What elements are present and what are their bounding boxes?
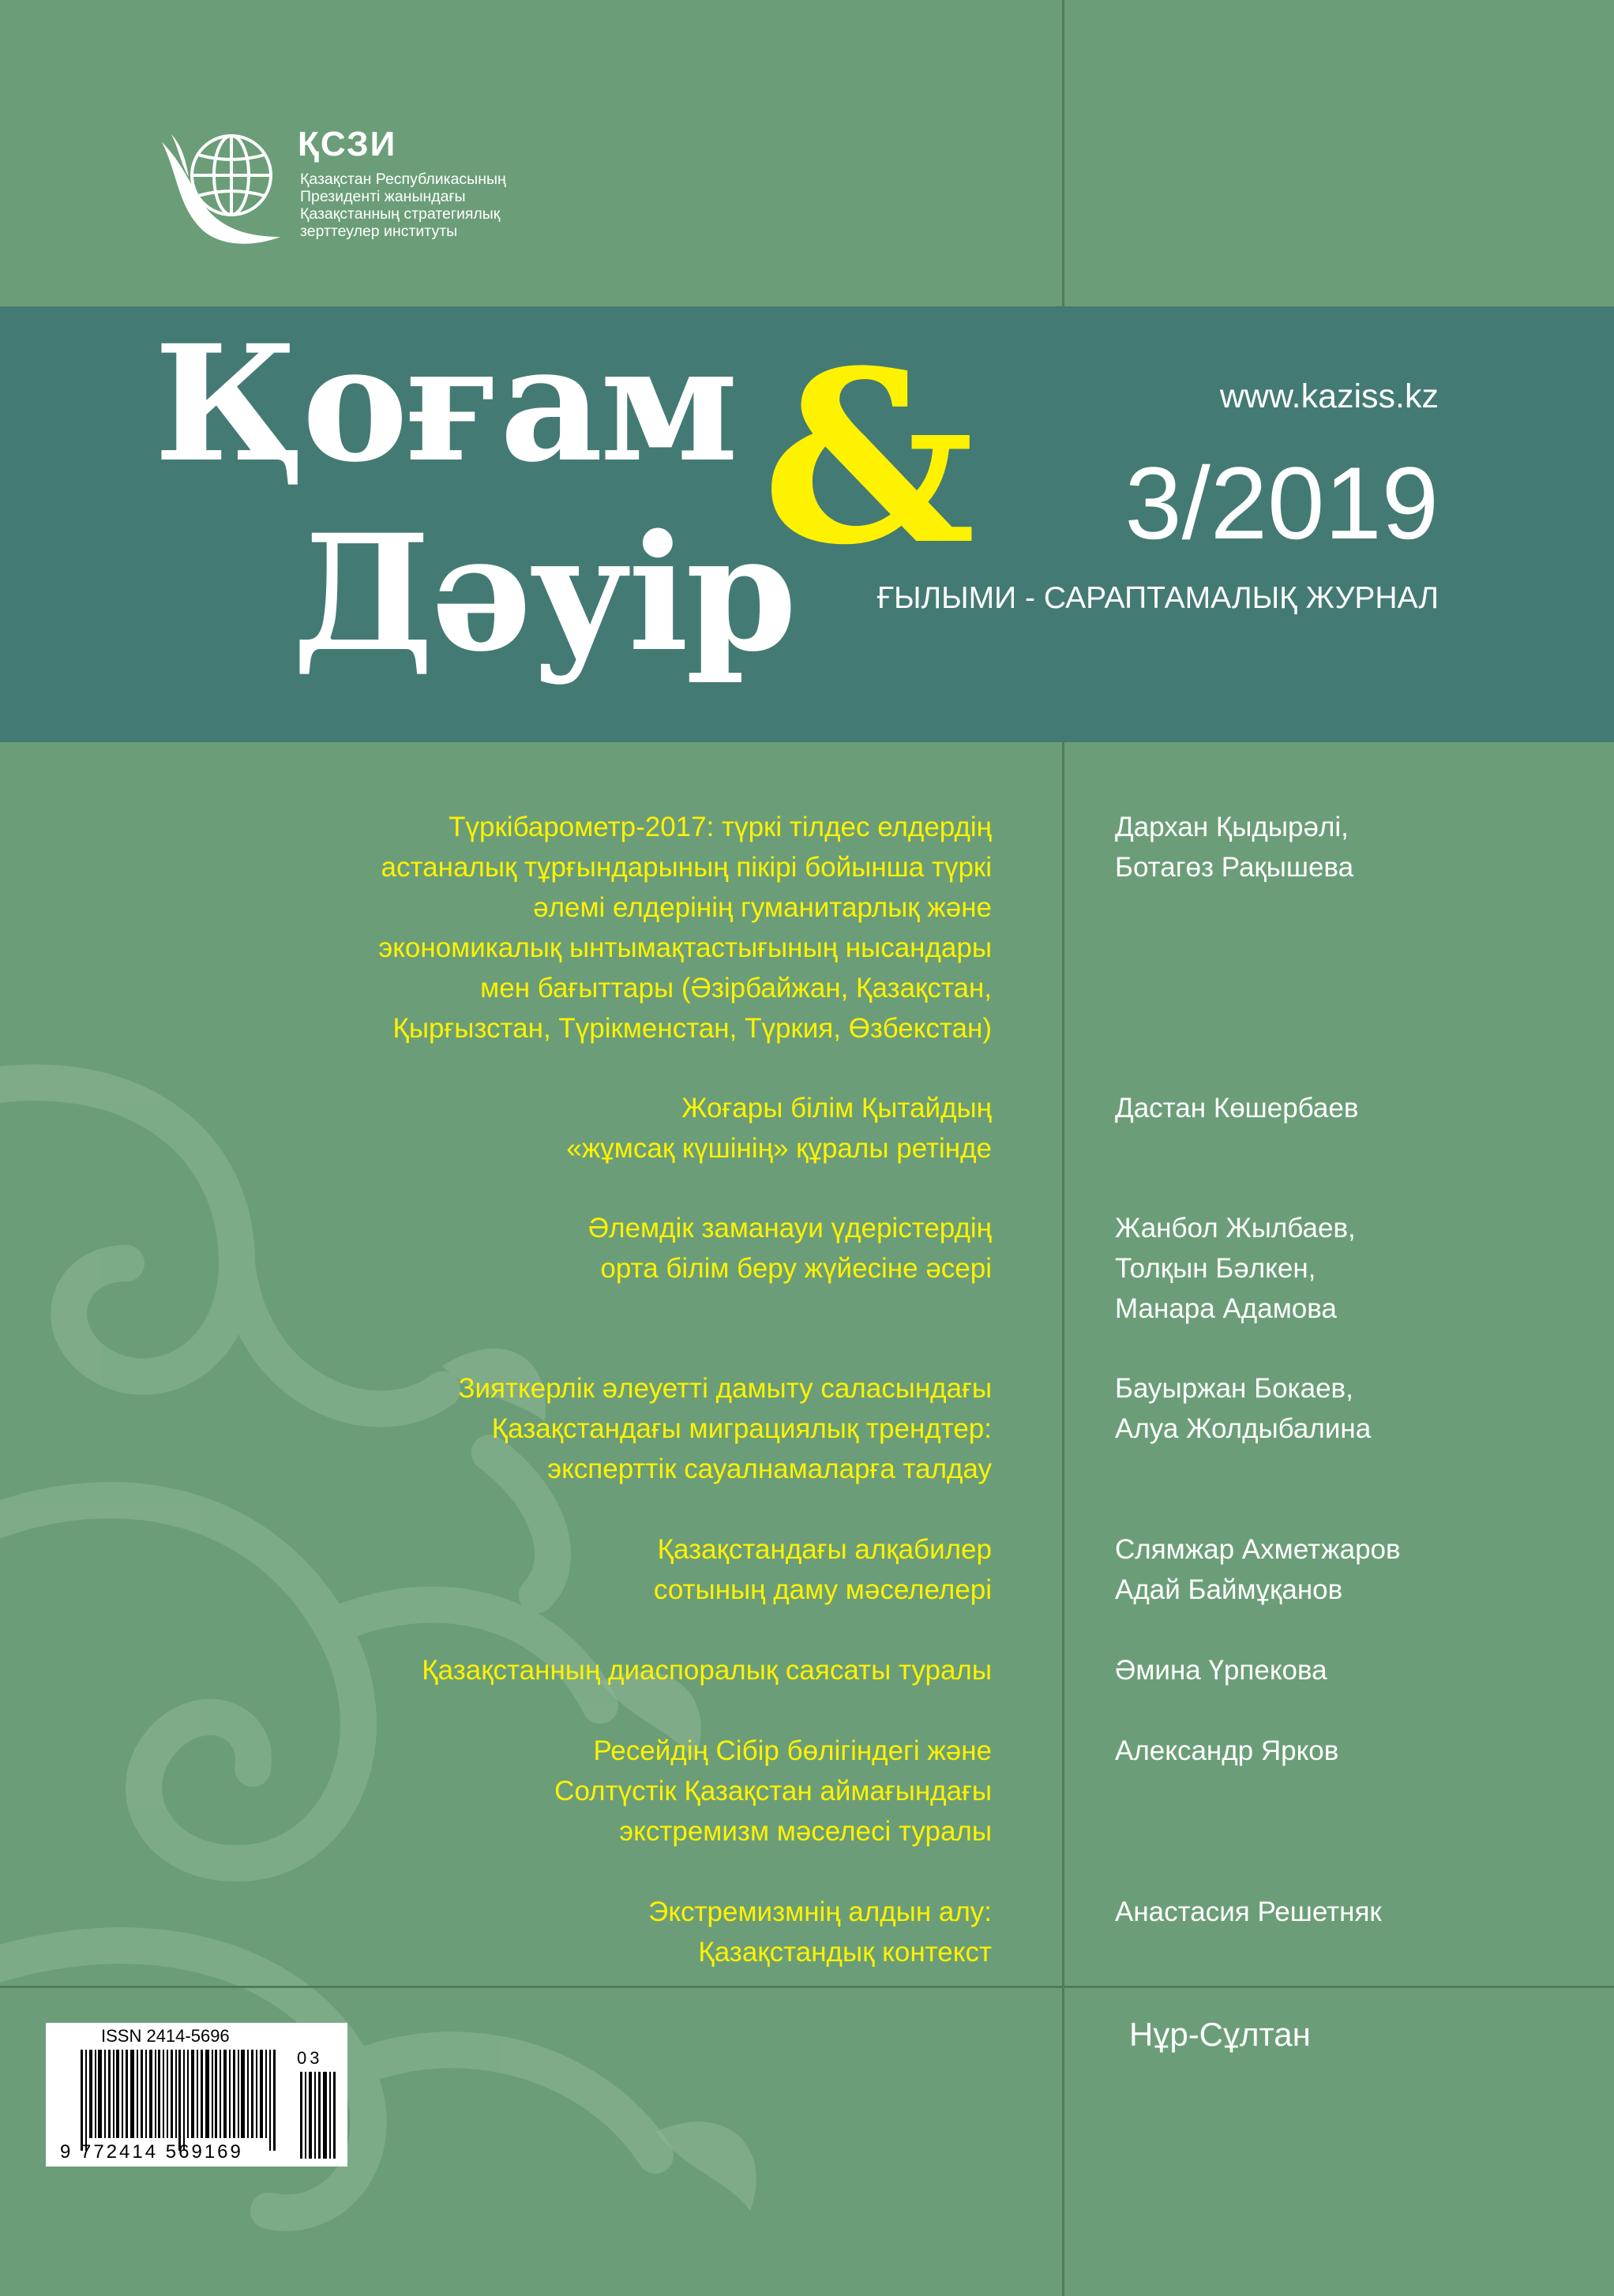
title-line: Түркібарометр-2017: түркі тілдес елдердің (449, 812, 992, 842)
title-line: экстремизм мәселесі туралы (619, 1816, 992, 1847)
title-line: Экстремизмнің алдын алу: (648, 1896, 992, 1927)
title-line: Ресейдің Сібір бөлігіндегі және (593, 1735, 992, 1766)
issue-addon-code: 03 (297, 2048, 323, 2068)
author-name: Алуа Жолдыбалина (1115, 1413, 1372, 1444)
author-name: Дастан Көшербаев (1115, 1093, 1359, 1124)
logo-line: Президенті жанындағы (300, 188, 466, 205)
journal-title-line2: Дәуір (292, 499, 794, 687)
title-ampersand: & (762, 318, 976, 597)
divider-vertical-main (1062, 742, 1064, 2296)
author-name: Жанбол Жылбаев, (1115, 1213, 1356, 1244)
title-line: Қазақстандық контекст (698, 1937, 992, 1968)
logo-abbreviation: ҚСЗИ (298, 125, 397, 163)
publication-city: Нұр-Сұлтан (1129, 2016, 1311, 2053)
logo-line: Қазақстан Республикасының (300, 171, 506, 188)
author-name: Толқын Бәлкен, (1115, 1253, 1316, 1284)
title-line: әлемі елдерінің гуманитарлық және (533, 892, 992, 923)
issn-label: ISSN 2414-5696 (101, 2026, 230, 2046)
article-title (654, 1529, 992, 1610)
divider-vertical-top (1062, 0, 1064, 306)
article-title (566, 1088, 992, 1169)
author-name: Манара Адамова (1115, 1293, 1337, 1324)
title-line: Қырғызстан, Түрікменстан, Түркия, Өзбекстан) (392, 1013, 992, 1044)
author-name: Бауыржан Бокаев, (1115, 1373, 1353, 1404)
title-line: орта білім беру жүйесіне әсері (600, 1253, 992, 1284)
logo-line: Қазақстанның стратегиялық (300, 205, 501, 223)
article-authors (1115, 1650, 1327, 1690)
journal-website: www.kaziss.kz (1219, 377, 1439, 415)
article-title (554, 1731, 992, 1851)
logo-institute-name (300, 171, 561, 240)
journal-subtitle: ҒЫЛЫМИ - САРАПТАМАЛЫҚ ЖУРНАЛ (876, 581, 1439, 615)
author-name: Анастасия Решетняк (1115, 1896, 1382, 1927)
issue-number: 3/2019 (1124, 445, 1439, 561)
article-authors (1115, 807, 1353, 887)
article-title (422, 1650, 992, 1690)
article-authors (1115, 1731, 1338, 1771)
title-line: Қазақстанның диаспоралық саясаты туралы (422, 1655, 992, 1686)
title-line: сотының даму мәселелері (653, 1574, 992, 1605)
article-authors (1115, 1529, 1401, 1610)
article-authors (1115, 1892, 1382, 1932)
title-line: Солтүстік Қазақстан аймағындағы (554, 1776, 992, 1806)
author-name: Александр Ярков (1115, 1735, 1339, 1766)
article-authors (1115, 1088, 1358, 1128)
author-name: Ботагөз Рақышева (1115, 852, 1354, 883)
ean-number: 9 772414 569169 (60, 2141, 243, 2163)
divider-horizontal-bottom (0, 1986, 1614, 1988)
author-name: Адай Баймұқанов (1115, 1574, 1343, 1605)
title-line: Қазақстандағы миграциялық трендтер: (491, 1413, 992, 1444)
title-line: Зияткерлік әлеуетті дамыту саласындағы (458, 1373, 992, 1404)
author-name: Слямжар Ахметжаров (1115, 1534, 1401, 1565)
title-line: мен бағыттары (Әзірбайжан, Қазақстан, (480, 973, 992, 1004)
barcode (46, 2023, 347, 2167)
article-authors (1115, 1368, 1371, 1449)
title-line: астаналық тұрғындарының пікірі бойынша түркі (381, 852, 992, 883)
author-name: Әмина Үрпекова (1115, 1655, 1327, 1686)
title-line: эксперттік сауалнамаларға талдау (547, 1454, 992, 1484)
journal-title-line1: Қоғам (154, 310, 736, 497)
title-line: экономикалық ынтымақтастығының нысандары (378, 932, 992, 963)
author-name: Дархан Қыдырәлі, (1115, 812, 1349, 842)
title-line: Әлемдік заманауи үдерістердің (587, 1213, 992, 1244)
title-line: Жоғары білім Қытайдың (681, 1093, 992, 1124)
article-title (458, 1368, 992, 1489)
globe-bird-icon (154, 118, 288, 253)
title-line: Қазақстандағы алқабилер (657, 1534, 992, 1565)
institute-logo (154, 118, 565, 253)
logo-line: зерттеулер институты (300, 223, 458, 240)
article-title (378, 807, 992, 1049)
article-title (588, 1208, 992, 1289)
article-title (648, 1892, 992, 1972)
article-authors (1115, 1208, 1356, 1329)
title-line: «жұмсақ күшінің» құралы ретінде (566, 1133, 992, 1164)
